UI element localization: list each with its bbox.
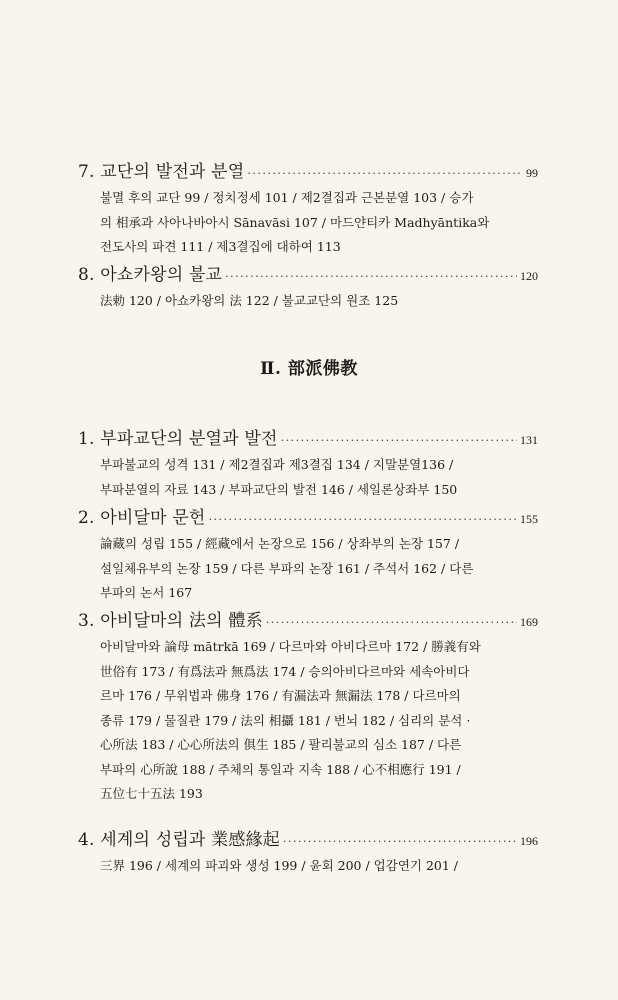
toc-heading-page: 169 (520, 615, 538, 629)
toc-heading-page: 131 (520, 433, 538, 447)
toc-subentry-line: 르마 176 / 무위법과 佛身 176 / 有漏法과 無漏法 178 / 다르마의 (100, 688, 461, 703)
toc-entry (78, 503, 538, 606)
toc-heading-title: 2. 아비달마 문헌 (78, 508, 206, 528)
toc-subentries (100, 186, 520, 260)
toc-entry (78, 606, 538, 807)
toc-subentry-line: 부파분열의 자료 143 / 부파교단의 발전 146 / 세일론상좌부 150 (100, 481, 458, 497)
toc-subentry-line: 世俗有 173 / 有爲法과 無爲法 174 / 승의아비다르마와 세속아비다 (100, 663, 470, 679)
toc-heading-title: 4. 세계의 성립과 業感緣起 (78, 830, 280, 850)
dot-leader (209, 513, 517, 526)
toc-subentry-line: 부파불교의 성격 131 / 제2결집과 제3결집 134 / 지말분열136 / (100, 457, 454, 472)
dot-leader (225, 270, 517, 283)
toc-heading-title: 8. 아쇼카왕의 불교 (78, 265, 223, 285)
toc-subentry-line: 法勅 120 / 아쇼카왕의 法 122 / 불교교단의 원조 125 (100, 293, 399, 308)
toc-subentry-line: 五位七十五法 193 (100, 786, 203, 801)
toc-subentry-line: 전도사의 파견 111 / 제3결집에 대하여 113 (100, 239, 341, 254)
dot-leader (281, 434, 517, 447)
toc-subentry-line: 불멸 후의 교단 99 / 정치정세 101 / 제2결집과 근본분열 103 / 승가 (100, 190, 474, 205)
toc-entry (78, 260, 538, 314)
toc-heading-title: 1. 부파교단의 분열과 발전 (78, 429, 278, 449)
toc-subentry-line: 종류 179 / 물질관 179 / 法의 相攝 181 / 번뇌 182 / 심리의 분석 · (100, 712, 471, 728)
dot-leader (247, 167, 523, 180)
toc-entry (78, 157, 538, 260)
toc-entry (78, 825, 538, 879)
toc-subentry-line: 부파의 心所說 188 / 주체의 통일과 지속 188 / 心不相應行 191 / (100, 761, 461, 777)
toc-subentries (100, 635, 520, 807)
dot-leader (266, 616, 517, 629)
toc-heading-page: 120 (520, 269, 538, 283)
toc-heading-page: 99 (526, 166, 538, 180)
toc-subentry-line: 論藏의 성립 155 / 經藏에서 논장으로 156 / 상좌부의 논장 157 / (100, 536, 460, 551)
toc-heading-page: 155 (520, 512, 538, 526)
toc-subentries (100, 854, 520, 879)
toc-subentry-line: 부파의 논서 167 (100, 585, 193, 600)
toc-heading-row (78, 825, 538, 850)
dot-leader (283, 835, 517, 848)
toc-heading-row (78, 260, 538, 285)
toc-heading-row (78, 606, 538, 631)
toc-heading-row (78, 503, 538, 528)
toc-subentries (100, 532, 520, 606)
toc-subentries (100, 453, 520, 502)
toc-subentry-line: 三界 196 / 세계의 파괴와 생성 199 / 윤회 200 / 업감연기 201 / (100, 858, 458, 873)
toc-subentry-line: 心所法 183 / 心心所法의 俱生 185 / 팔리불교의 심소 187 / 다른 (100, 737, 462, 752)
toc-subentry-line: 아비달마와 論母 mātrkā 169 / 다르마와 아비다르마 172 / 勝義有와 (100, 639, 481, 654)
part-title: Ⅱ. 部派佛教 (260, 359, 358, 379)
toc-subentries (100, 289, 520, 314)
toc-heading-page: 196 (520, 834, 538, 848)
toc-subentry-line: 설일체유부의 논장 159 / 다른 부파의 논장 161 / 주석서 162 / 다른 (100, 560, 474, 576)
toc-heading-title: 7. 교단의 발전과 분열 (78, 162, 245, 182)
toc-heading-row (78, 424, 538, 449)
toc-heading-row (78, 157, 538, 182)
toc-heading-title: 3. 아비달마의 法의 體系 (78, 611, 263, 631)
toc-subentry-line: 의 相承과 사아나바아시 Sānavāsi 107 / 마드얀티카 Madhyāntika와 (100, 214, 490, 230)
toc-entry (78, 424, 538, 502)
